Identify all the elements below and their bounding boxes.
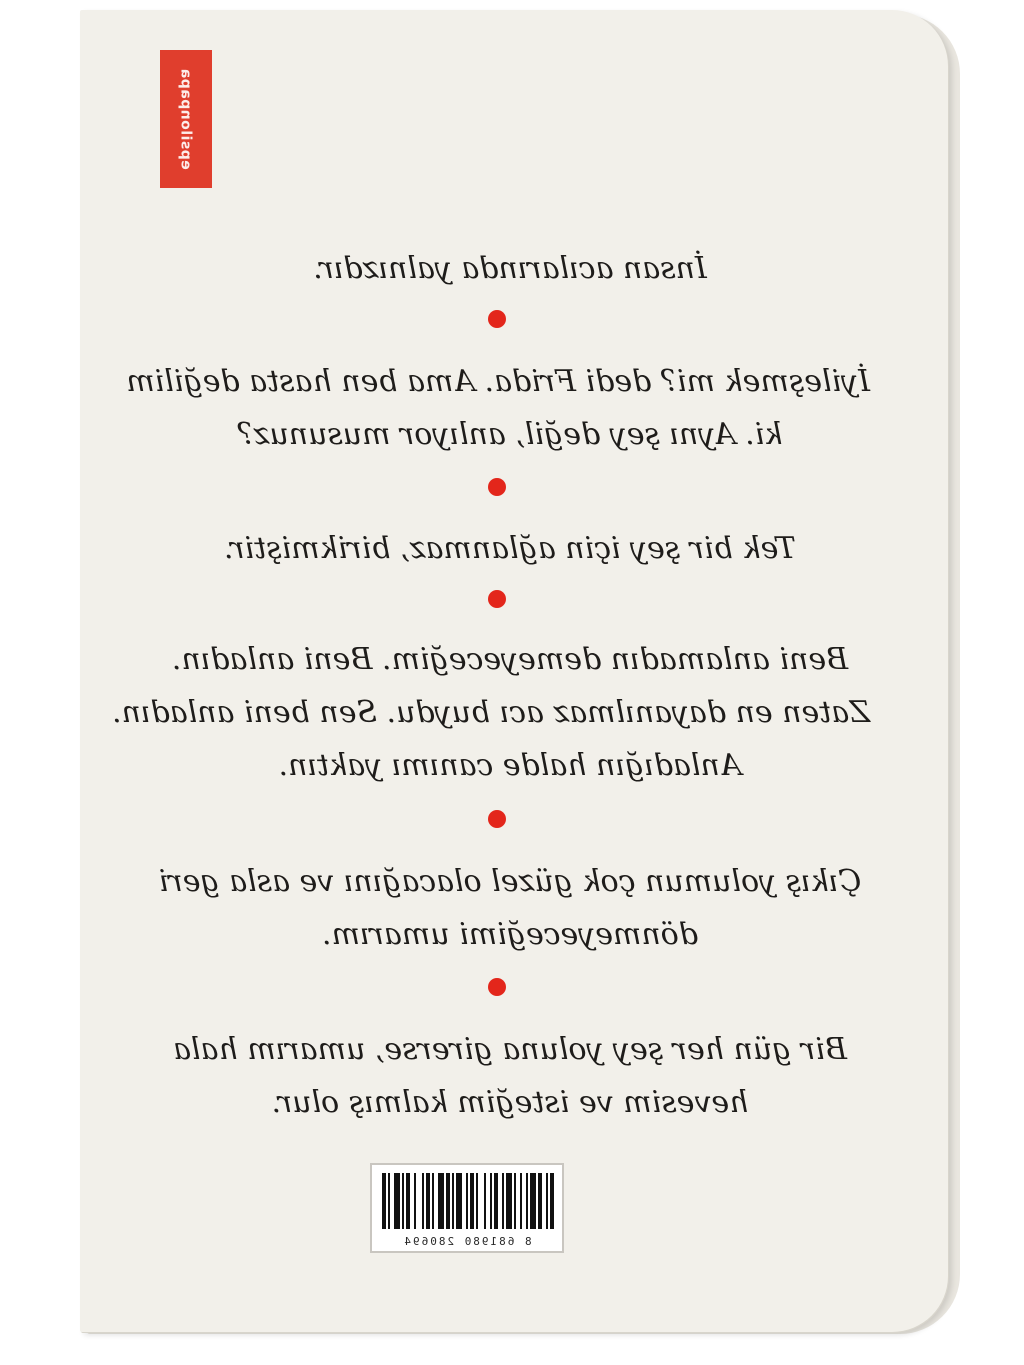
brand-logo-text: epsilonpapa	[178, 68, 195, 170]
quote-line: hevesim ve isteğim kalmış olur.	[271, 1085, 749, 1120]
quote-1	[150, 242, 870, 295]
red-dot-separator	[488, 978, 506, 996]
quote-line: Zaten en dayanılmaz acı buydu. Sen beni anladın.	[112, 695, 870, 730]
quote-line: Beni anlamadın demeyeceğim. Beni anladın.	[171, 642, 849, 677]
quote-4	[112, 633, 870, 792]
quote-6	[150, 1023, 870, 1129]
barcode	[370, 1163, 564, 1253]
quote-line: dönmeyeceğimi umarım.	[322, 917, 698, 952]
red-dot-separator	[488, 310, 506, 328]
quote-2	[126, 355, 870, 461]
red-dot-separator	[488, 478, 506, 496]
quote-line: İyileşmek mi? dedi Frida. Ama ben hasta değilim	[126, 364, 870, 399]
quote-line: İnsan acılarında yalnızdır.	[313, 251, 707, 286]
quote-5	[150, 855, 870, 961]
quote-3	[150, 522, 870, 575]
red-dot-separator	[488, 810, 506, 828]
quote-line: Çıkış yolumun çok güzel olacağını ve asla geri	[158, 864, 862, 899]
quote-line: ki. Aynı şey değil, anlıyor musunuz?	[237, 417, 783, 452]
quote-line: Bir gün her şey yoluna girerse, umarım hala	[173, 1032, 847, 1067]
brand-tab	[160, 50, 212, 188]
quote-line: Anladığın halde canımı yaktın.	[278, 748, 742, 783]
barcode-bar	[550, 1173, 554, 1229]
red-dot-separator	[488, 590, 506, 608]
barcode-bars	[382, 1173, 554, 1229]
barcode-digits: 8 681980 280694	[402, 1235, 532, 1248]
quote-line: Tek bir şey için ağlanmaz, birikmiştir.	[224, 531, 796, 566]
